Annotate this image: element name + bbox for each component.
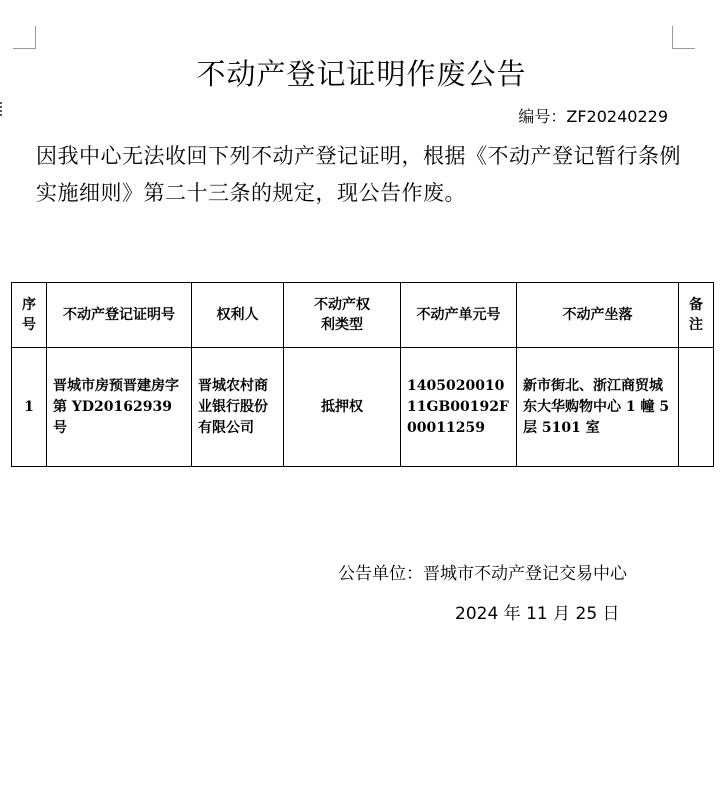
- page-title: 不动产登记证明作废公告: [196, 57, 527, 91]
- document-number: 编号：ZF20240229: [518, 107, 668, 126]
- cell-cert-no: 晋城市房预晋建房字第 YD20162939号: [47, 348, 192, 467]
- cell-right-type: 抵押权: [284, 348, 401, 467]
- header-cert-no: 不动产登记证明号: [47, 283, 192, 348]
- issue-date: 2024 年 11 月 25 日: [455, 604, 620, 624]
- header-location: 不动产坐落: [517, 283, 679, 348]
- header-remark: 备注: [679, 283, 714, 348]
- issuing-unit: 公告单位：晋城市不动产登记交易中心: [338, 564, 627, 584]
- cell-remark: [679, 348, 714, 467]
- header-seq: 序号: [12, 283, 47, 348]
- header-holder: 权利人: [192, 283, 284, 348]
- page-corner-mark-top-right: [672, 26, 695, 49]
- page-margin-marker: [0, 102, 5, 116]
- header-right-type: 不动产权利类型: [284, 283, 401, 348]
- cell-location: 新市街北、浙江商贸城东大华购物中心 1 幢 5 层 5101 室: [517, 348, 679, 467]
- cell-unit-no: 140502001011GB00192F00011259: [401, 348, 517, 467]
- page-corner-mark-top-left: [13, 26, 36, 49]
- cell-holder: 晋城农村商业银行股份有限公司: [192, 348, 284, 467]
- notice-intro-paragraph: 因我中心无法收回下列不动产登记证明，根据《不动产登记暂行条例实施细则》第二十三条的规定，现公告作废。: [36, 144, 681, 205]
- table-row: [12, 348, 714, 467]
- header-unit-no: 不动产单元号: [401, 283, 517, 348]
- table-header-row: [12, 283, 714, 348]
- cell-seq: 1: [12, 348, 47, 467]
- voided-certificates-table: [11, 282, 714, 467]
